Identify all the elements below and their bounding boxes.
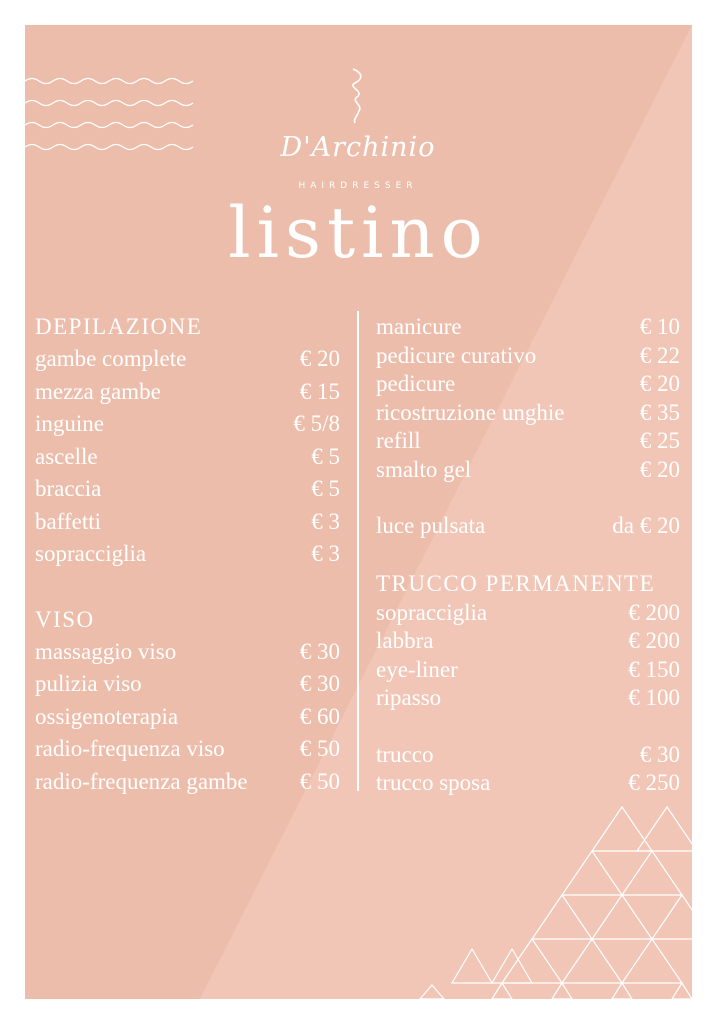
price-row	[35, 408, 340, 441]
brand-tagline: HAIRDRESSER	[298, 181, 418, 191]
price-row	[35, 766, 340, 799]
service-name: inguine	[35, 411, 104, 436]
service-price: € 5	[311, 476, 340, 501]
service-name: ossigenoterapia	[35, 703, 179, 729]
section-title-trucco-permanente: TRUCCO PERMANENTE	[376, 570, 656, 596]
service-name: ascelle	[35, 443, 98, 469]
price-row	[35, 506, 340, 539]
price-row	[376, 427, 680, 456]
section-title-viso: VISO	[35, 606, 95, 632]
service-price: € 150	[628, 656, 680, 682]
price-row	[376, 313, 680, 342]
section-spacer	[35, 571, 340, 604]
service-price: € 250	[628, 770, 680, 795]
service-price: € 5/8	[293, 411, 340, 436]
price-row	[35, 343, 340, 376]
right-column	[376, 313, 680, 798]
price-row	[376, 512, 680, 541]
service-price: € 20	[639, 371, 680, 396]
wave-lines-decoration	[25, 75, 195, 155]
service-price: € 200	[628, 628, 680, 653]
price-row	[376, 627, 680, 656]
price-row	[35, 473, 340, 506]
service-name: sopracciglia	[35, 541, 147, 566]
service-name: massaggio viso	[35, 638, 177, 664]
service-name: eye-liner	[376, 656, 458, 682]
service-name: smalto gel	[376, 456, 472, 482]
service-price: € 60	[299, 703, 340, 729]
service-name: pulizia viso	[35, 671, 142, 696]
service-name: sopracciglia	[376, 599, 488, 625]
service-price: € 35	[639, 399, 680, 425]
price-row	[376, 769, 680, 798]
service-name: pedicure	[376, 371, 456, 396]
service-price: € 22	[639, 342, 680, 368]
service-price: € 3	[311, 508, 340, 534]
service-price: € 20	[639, 456, 680, 482]
service-price: € 200	[628, 599, 680, 625]
price-row	[376, 370, 680, 399]
price-row	[376, 342, 680, 371]
service-name: gambe complete	[35, 346, 187, 371]
service-name: radio-frequenza viso	[35, 736, 225, 761]
triangle-pattern-decoration	[412, 799, 692, 999]
brand-name: D'Archinio	[280, 132, 436, 163]
service-name: manicure	[376, 314, 462, 339]
scissors-swirl-icon	[343, 65, 373, 125]
service-name: ricostruzione unghie	[376, 399, 565, 425]
price-row	[35, 376, 340, 409]
section-spacer	[376, 713, 680, 741]
service-price: € 30	[299, 638, 340, 664]
service-name: radio-frequenza gambe	[35, 768, 248, 794]
section-spacer	[376, 484, 680, 512]
service-price: € 30	[639, 741, 680, 767]
service-price: € 100	[628, 685, 680, 710]
price-row	[376, 399, 680, 428]
service-name: trucco sposa	[376, 770, 491, 795]
price-row	[376, 656, 680, 685]
service-name: refill	[376, 428, 421, 453]
service-price: € 3	[311, 541, 340, 566]
service-price: € 50	[299, 736, 340, 761]
service-name: braccia	[35, 476, 102, 501]
price-row	[376, 456, 680, 485]
price-row	[376, 599, 680, 628]
price-row	[35, 441, 340, 474]
section-spacer	[376, 541, 680, 569]
price-row	[35, 538, 340, 571]
service-name: labbra	[376, 628, 434, 653]
service-price: da € 20	[612, 513, 680, 538]
service-name: mezza gambe	[35, 378, 161, 404]
service-price: € 50	[299, 768, 340, 794]
service-price: € 5	[311, 443, 340, 469]
service-price: € 20	[299, 346, 340, 371]
page-title: listino	[228, 192, 489, 274]
price-row	[35, 701, 340, 734]
service-name: trucco	[376, 741, 434, 767]
price-row	[35, 733, 340, 766]
price-row	[35, 636, 340, 669]
brand-logo	[253, 65, 463, 191]
service-price: € 10	[639, 314, 680, 339]
service-name: ripasso	[376, 685, 442, 710]
service-price: € 25	[639, 428, 680, 453]
price-row	[376, 741, 680, 770]
column-divider	[357, 311, 359, 791]
price-list-poster	[25, 25, 692, 999]
service-price: € 30	[299, 671, 340, 696]
section-title-depilazione: DEPILAZIONE	[35, 314, 203, 339]
price-row	[376, 684, 680, 713]
service-name: pedicure curativo	[376, 342, 537, 368]
left-column	[35, 311, 340, 798]
service-name: luce pulsata	[376, 513, 486, 538]
service-price: € 15	[299, 378, 340, 404]
service-name: baffetti	[35, 508, 101, 534]
price-row	[35, 668, 340, 701]
